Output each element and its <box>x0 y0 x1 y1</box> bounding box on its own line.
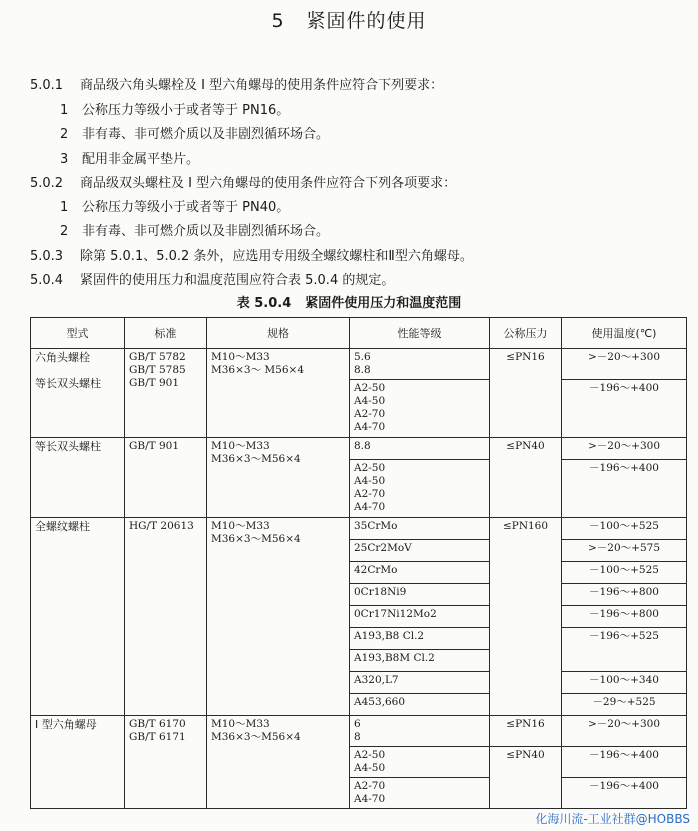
temperature-cell: >－20～+300 <box>562 438 687 460</box>
item-text: 非有毒、非可燃介质以及非剧烈循环场合。 <box>82 127 330 142</box>
clause-item <box>60 99 289 118</box>
standard-value: GB/T 5785 <box>129 364 186 376</box>
grade-value: A2-50 <box>354 462 386 474</box>
temperature-cell: －100～+525 <box>562 518 687 540</box>
spec-value: M36×3～M56×4 <box>211 533 301 545</box>
temperature-cell: >－20～+575 <box>562 540 687 562</box>
temperature-cell: >－20～+300 <box>562 349 687 380</box>
grade-cell: 8.8 <box>350 438 490 460</box>
type-cell: I 型六角螺母 <box>31 716 125 809</box>
spec-value: M36×3～ M56×4 <box>211 364 305 376</box>
spec-value: M10～M33 <box>211 718 270 730</box>
header-standard: 标准 <box>125 318 207 349</box>
grade-cell: A193,B8 Cl.2 <box>350 628 490 650</box>
header-grade: 性能等级 <box>350 318 490 349</box>
pressure-cell: ≤PN16 <box>490 716 562 747</box>
clause-text: 紧固件的使用压力和温度范围应符合表 5.0.4 的规定。 <box>80 273 395 288</box>
fastener-table <box>30 317 687 809</box>
spec-value: M10～M33 <box>211 351 270 363</box>
grade-cell: 0Cr18Ni9 <box>350 584 490 606</box>
grade-cell <box>350 349 490 380</box>
temperature-cell: －196～+400 <box>562 747 687 778</box>
table-header-row <box>31 318 687 349</box>
standard-cell: GB/T 901 <box>125 438 207 518</box>
type-cell: 等长双头螺柱 <box>31 438 125 518</box>
grade-value: 8 <box>354 731 361 743</box>
header-temperature: 使用温度(℃) <box>562 318 687 349</box>
section-number: 5 <box>271 10 285 32</box>
grade-value: 8.8 <box>354 364 371 376</box>
grade-cell <box>350 778 490 809</box>
temperature-cell: －196～+400 <box>562 380 687 438</box>
grade-value: A2-50 <box>354 749 386 761</box>
type-cell <box>31 349 125 438</box>
grade-value: A2-70 <box>354 408 386 420</box>
clause-text: 除第 5.0.1、5.0.2 条外，应选用专用级全螺纹螺柱和Ⅱ型六角螺母。 <box>80 249 473 264</box>
clause-number: 5.0.1 <box>30 78 64 93</box>
table-row <box>31 518 687 540</box>
table-number: 表 5.0.4 <box>236 296 292 311</box>
clause-number: 5.0.4 <box>30 273 64 288</box>
grade-value: 5.6 <box>354 351 371 363</box>
spec-value: M10～M33 <box>211 520 270 532</box>
spec-cell <box>207 438 350 518</box>
clause-5-0-2 <box>30 172 456 191</box>
clause-5-0-3 <box>30 245 473 264</box>
spec-cell <box>207 349 350 438</box>
temperature-cell: －196～+400 <box>562 778 687 809</box>
grade-value: A4-70 <box>354 793 386 805</box>
grade-value: A4-50 <box>354 395 386 407</box>
temperature-cell: －100～+340 <box>562 672 687 694</box>
item-number: 1 <box>60 103 69 118</box>
clause-text: 商品级六角头螺栓及 I 型六角螺母的使用条件应符合下列要求： <box>80 78 444 93</box>
item-text: 公称压力等级小于或者等于 PN40。 <box>82 200 290 215</box>
section-title: 紧固件的使用 <box>306 10 427 32</box>
grade-cell <box>350 716 490 747</box>
clause-5-0-4 <box>30 269 394 288</box>
spec-value: M10～M33 <box>211 440 270 452</box>
grade-cell <box>350 380 490 438</box>
grade-value: A4-70 <box>354 501 386 513</box>
watermark: 化海川流-工业社群@HOBBS <box>535 812 690 826</box>
pressure-cell: ≤PN40 <box>490 438 562 518</box>
grade-value: A2-50 <box>354 382 386 394</box>
pressure-cell: ≤PN40 <box>490 747 562 809</box>
grade-cell: 0Cr17Ni12Mo2 <box>350 606 490 628</box>
clause-number: 5.0.3 <box>30 249 64 264</box>
grade-cell: 35CrMo <box>350 518 490 540</box>
standard-value: GB/T 5782 <box>129 351 186 363</box>
item-number: 3 <box>60 152 69 167</box>
clause-item <box>60 220 329 239</box>
table-row <box>31 349 687 380</box>
pressure-cell: ≤PN16 <box>490 349 562 438</box>
item-number: 2 <box>60 224 69 239</box>
header-pressure: 公称压力 <box>490 318 562 349</box>
clause-5-0-1 <box>30 74 443 93</box>
table-row <box>31 716 687 747</box>
spec-cell <box>207 518 350 716</box>
standard-value: GB/T 901 <box>129 377 180 389</box>
grade-value: A4-50 <box>354 762 386 774</box>
temperature-cell: －100～+525 <box>562 562 687 584</box>
table-row <box>31 438 687 460</box>
grade-cell: A320,L7 <box>350 672 490 694</box>
clause-item <box>60 123 329 142</box>
item-text: 配用非金属平垫片。 <box>82 152 200 167</box>
grade-value: A2-70 <box>354 488 386 500</box>
spec-value: M36×3～M56×4 <box>211 731 301 743</box>
spec-value: M36×3～M56×4 <box>211 453 301 465</box>
grade-value: A2-70 <box>354 780 386 792</box>
item-number: 2 <box>60 127 69 142</box>
grade-cell <box>350 460 490 518</box>
item-text: 公称压力等级小于或者等于 PN16。 <box>82 103 290 118</box>
clause-number: 5.0.2 <box>30 176 64 191</box>
grade-value: 6 <box>354 718 361 730</box>
standard-cell <box>125 716 207 809</box>
grade-value: A4-70 <box>354 421 386 433</box>
standard-cell <box>125 349 207 438</box>
standard-cell: HG/T 20613 <box>125 518 207 716</box>
grade-cell: 25Cr2MoV <box>350 540 490 562</box>
item-text: 非有毒、非可燃介质以及非剧烈循环场合。 <box>82 224 330 239</box>
header-spec: 规格 <box>207 318 350 349</box>
table-caption <box>0 292 698 311</box>
item-number: 1 <box>60 200 69 215</box>
standard-value: GB/T 6170 <box>129 718 186 730</box>
clause-item <box>60 148 199 167</box>
temperature-cell: －196～+800 <box>562 606 687 628</box>
section-heading <box>0 6 698 33</box>
temperature-cell: －196～+525 <box>562 628 687 672</box>
table-title: 紧固件使用压力和温度范围 <box>305 296 462 311</box>
clause-item <box>60 196 289 215</box>
temperature-cell: >－20～+300 <box>562 716 687 747</box>
type-label: 六角头螺栓 <box>35 351 90 364</box>
grade-cell <box>350 747 490 778</box>
header-type: 型式 <box>31 318 125 349</box>
grade-cell: A453,660 <box>350 694 490 716</box>
pressure-cell: ≤PN160 <box>490 518 562 716</box>
type-cell: 全螺纹螺柱 <box>31 518 125 716</box>
temperature-cell: －29～+525 <box>562 694 687 716</box>
standard-value: GB/T 6171 <box>129 731 186 743</box>
temperature-cell: －196～+800 <box>562 584 687 606</box>
spec-cell <box>207 716 350 809</box>
clause-text: 商品级双头螺柱及 I 型六角螺母的使用条件应符合下列各项要求： <box>80 176 457 191</box>
grade-cell: 42CrMo <box>350 562 490 584</box>
temperature-cell: －196～+400 <box>562 460 687 518</box>
grade-value: A4-50 <box>354 475 386 487</box>
grade-cell: A193,B8M Cl.2 <box>350 650 490 672</box>
type-label: 等长双头螺柱 <box>35 377 101 390</box>
